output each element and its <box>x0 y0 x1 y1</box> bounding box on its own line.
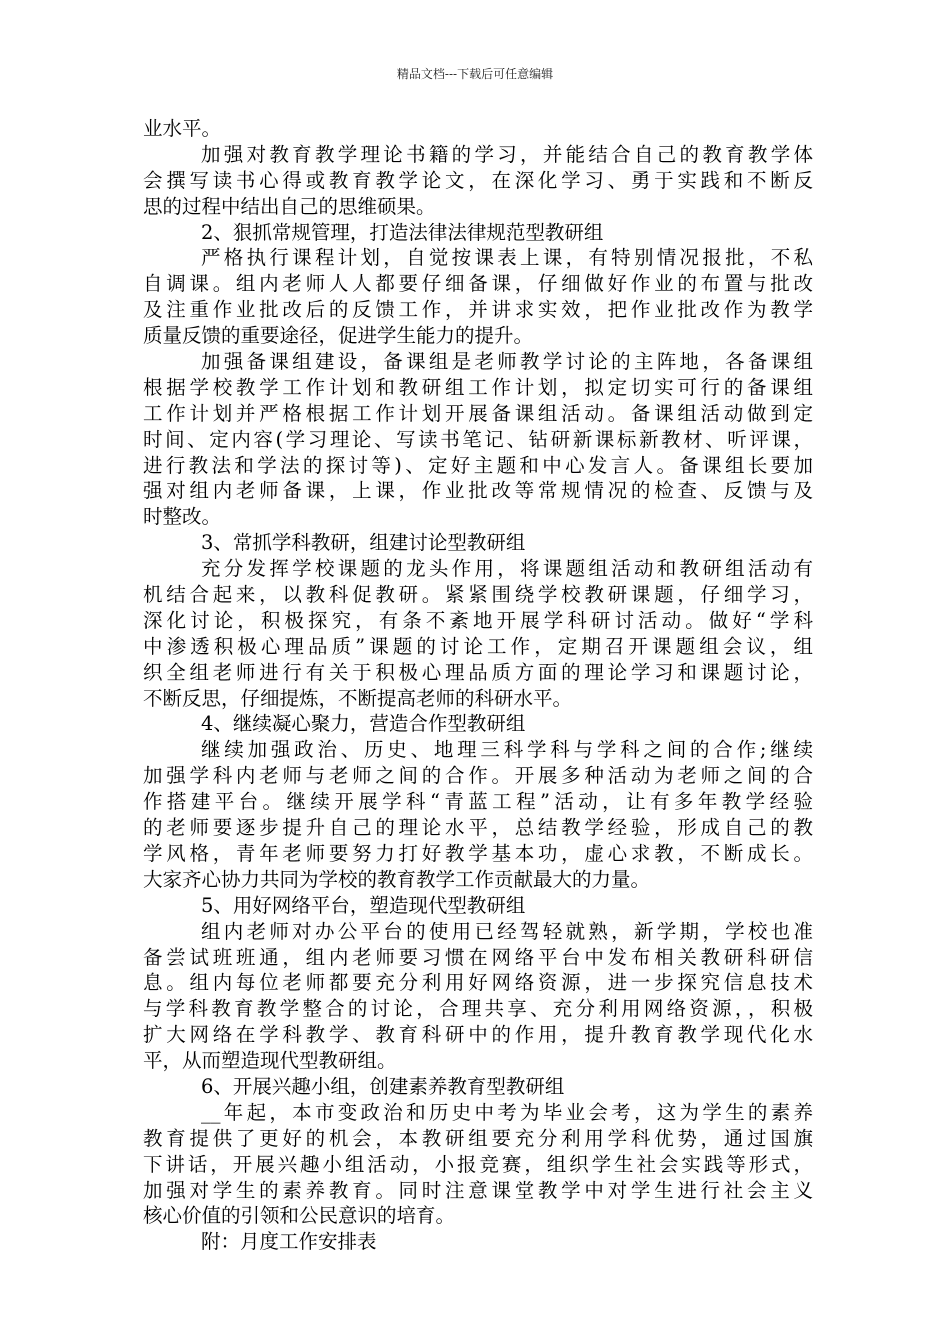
text-line: 作搭建平台。继续开展学科“青蓝工程”活动，让有多年教学经验 <box>143 790 813 814</box>
text-line: 中渗透积极心理品质”课题的讨论工作，定期召开课题组会议，组 <box>143 634 813 658</box>
text-line: 附：月度工作安排表 <box>201 1230 377 1254</box>
text-line: 充分发挥学校课题的龙头作用，将课题组活动和教研组活动有 <box>201 557 813 581</box>
text-line: 深化讨论，积极探究，有条不紊地开展学科研讨活动。做好“学科 <box>143 608 813 632</box>
text-line: 继续加强政治、历史、地理三科学科与学科之间的合作;继续 <box>201 738 813 762</box>
text-line: 时间、定内容(学习理论、写读书笔记、钻研新课标新教材、听评课， <box>143 427 813 451</box>
page-header: 精品文档---下载后可任意编辑 <box>396 67 554 81</box>
text-line: 时整改。 <box>143 505 222 529</box>
text-line: 根据学校教学工作计划和教研组工作计划，拟定切实可行的备课组 <box>143 375 813 399</box>
text-line: 扩大网络在学科教学、教育科研中的作用，提升教育教学现代化水 <box>143 1023 813 1047</box>
text-line: 学风格，青年老师要努力打好教学基本功，虚心求教，不断成长。 <box>143 841 813 865</box>
text-line: 会撰写读书心得或教育教学论文，在深化学习、勇于实践和不断反 <box>143 168 813 192</box>
text-line: 下讲话，开展兴趣小组活动，小报竞赛，组织学生社会实践等形式， <box>143 1152 813 1176</box>
text-line: 工作计划并严格根据工作计划开展备课组活动。备课组活动做到定 <box>143 401 813 425</box>
text-line: 6、开展兴趣小组，创建素养教育型教研组 <box>201 1074 565 1098</box>
text-line: 5、用好网络平台，塑造现代型教研组 <box>201 893 526 917</box>
text-line: 加强对学生的素养教育。同时注意课堂教学中对学生进行社会主义 <box>143 1178 813 1202</box>
document-body <box>143 116 813 1255</box>
text-line: 思的过程中结出自己的思维硕果。 <box>143 194 436 218</box>
text-line: 加强对教育教学理论书籍的学习，并能结合自己的教育教学体 <box>201 142 813 166</box>
text-line: 2、狠抓常规管理，打造法律法律规范型教研组 <box>201 220 604 244</box>
text-line: 备尝试班班通，组内老师要习惯在网络平台中发布相关教研科研信 <box>143 945 813 969</box>
text-line: 业水平。 <box>143 117 222 140</box>
text-line: 机结合起来，以教科促教研。紧紧围绕学校教研课题，仔细学习， <box>143 583 813 607</box>
text-line: 教育提供了更好的机会，本教研组要充分利用学科优势，通过国旗 <box>143 1126 813 1150</box>
text-line: 大家齐心协力共同为学校的教育教学工作贡献最大的力量。 <box>143 867 651 891</box>
text-line: 进行教法和学法的探讨等)、定好主题和中心发言人。备课组长要加 <box>143 453 813 477</box>
text-line: 4、继续凝心聚力，营造合作型教研组 <box>201 712 526 736</box>
text-line: 3、常抓学科教研，组建讨论型教研组 <box>201 531 526 555</box>
text-line: 加强备课组建设，备课组是老师教学讨论的主阵地，各备课组 <box>201 350 813 374</box>
text-line: 质量反馈的重要途径，促进学生能力的提升。 <box>143 324 534 348</box>
text-line: 组内老师对办公平台的使用已经驾轻就熟，新学期，学校也准 <box>201 919 813 943</box>
text-line: 不断反思，仔细提炼，不断提高老师的科研水平。 <box>143 686 573 710</box>
text-line: 核心价值的引领和公民意识的培育。 <box>143 1204 456 1228</box>
text-line: 息。组内每位老师都要充分利用好网络资源，进一步探究信息技术 <box>143 971 813 995</box>
text-line: 织全组老师进行有关于积极心理品质方面的理论学习和课题讨论， <box>143 660 813 684</box>
text-line: 加强学科内老师与老师之间的合作。开展多种活动为老师之间的合 <box>143 764 813 788</box>
text-line: 强对组内老师备课，上课，作业批改等常规情况的检查、反馈与及 <box>143 479 813 503</box>
text-line: __年起，本市变政治和历史中考为毕业会考，这为学生的素养 <box>201 1100 813 1124</box>
text-line: 与学科教育教学整合的讨论，合理共享、充分利用网络资源，，积极 <box>143 997 813 1021</box>
text-line: 及注重作业批改后的反馈工作，并讲求实效，把作业批改作为教学 <box>143 298 813 322</box>
text-line: 的老师要逐步提升自己的理论水平，总结教学经验，形成自己的教 <box>143 816 813 840</box>
text-line: 平，从而塑造现代型教研组。 <box>143 1049 397 1073</box>
text-line: 严格执行课程计划，自觉按课表上课，有特别情况报批，不私 <box>201 246 813 270</box>
text-line: 自调课。组内老师人人都要仔细备课，仔细做好作业的布置与批改 <box>143 272 813 296</box>
